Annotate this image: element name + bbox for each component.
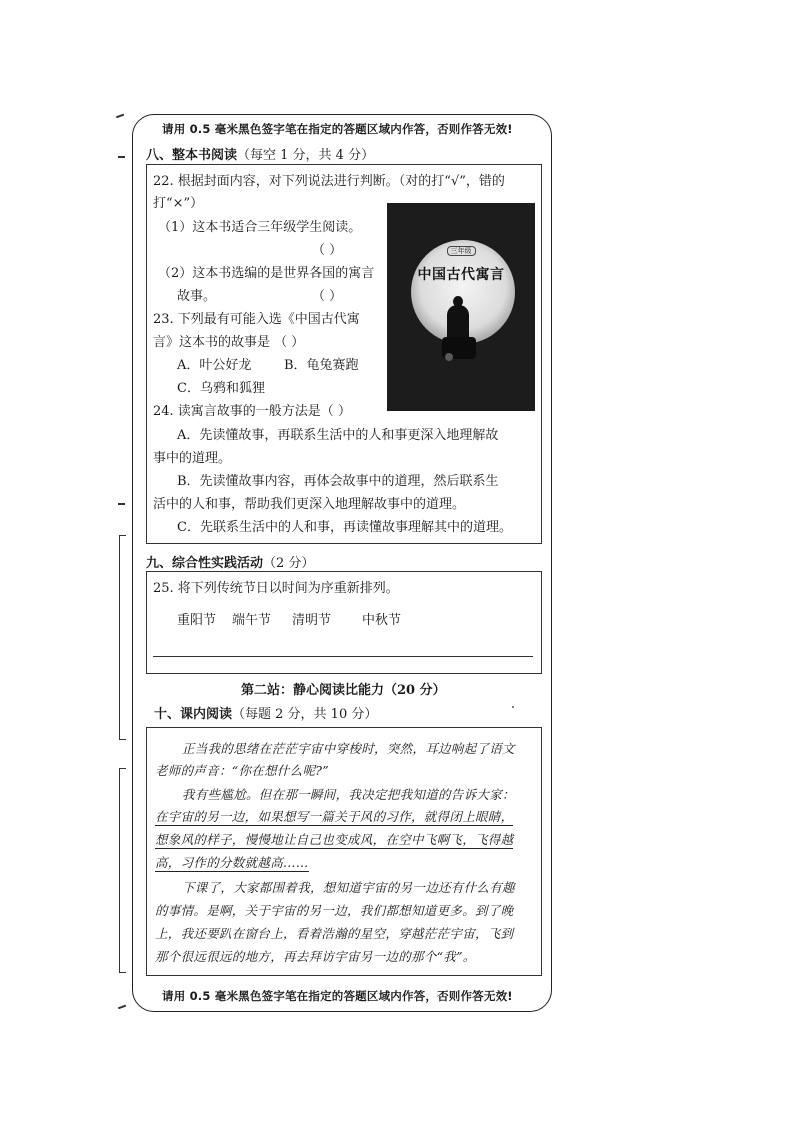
q22-stem-cont: 打“×”） xyxy=(153,196,204,211)
section10-title xyxy=(154,703,377,722)
q25-answer-line[interactable] xyxy=(153,656,533,657)
q22-item2-answer: （ ） xyxy=(312,289,343,304)
section10-score-note: （每题 2 分，共 10 分） xyxy=(232,707,378,722)
section8-score-note: （每空 1 分，共 4 分） xyxy=(237,148,375,163)
q23-stem-cont: 言》这本书的故事是 （ ） xyxy=(153,335,305,350)
q24-option-b-cont: 活中的人和事，帮助我们更深入地理解故事中的道理。 xyxy=(153,497,466,512)
section9-title xyxy=(146,552,314,571)
festival-1: 重阳节 xyxy=(177,613,217,628)
passage-line-5-underlined: 想象风的样子，慢慢地让自己也变成风，在空中飞啊飞，飞得越 xyxy=(155,832,514,847)
section8-title xyxy=(146,144,374,163)
q23-option-a: A．叶公好龙 xyxy=(177,358,252,373)
section9-title-text: 九、综合性实践活动 xyxy=(146,556,264,571)
q24-stem: 24. 读寓言故事的一般方法是（ ） xyxy=(153,404,351,419)
q22-item1: （1）这本书适合三年级学生阅读。 xyxy=(158,220,362,235)
festival-4: 中秋节 xyxy=(362,613,402,628)
q23-stem: 23. 下列最有可能入选《中国古代寓 xyxy=(153,312,360,327)
q22-item1-answer: （ ） xyxy=(312,243,343,258)
binding-bracket xyxy=(119,535,126,740)
cover-title: 中国古代寓言 xyxy=(417,267,505,283)
scan-mark xyxy=(118,156,125,158)
station2-title: 第二站：静心阅读比能力（20 分） xyxy=(241,683,446,698)
section10-title-text: 十、课内阅读 xyxy=(154,707,233,722)
scan-mark xyxy=(118,1005,126,1009)
passage-line-8: 的事情。是啊，关于宇宙的另一边，我们都想知道更多。到了晚 xyxy=(155,903,514,918)
passage-line-3: 我有些尴尬。但在那一瞬间，我决定把我知道的告诉大家： xyxy=(182,787,515,802)
q23-option-b: B．龟兔赛跑 xyxy=(284,358,359,373)
festival-3: 清明节 xyxy=(292,613,332,628)
passage-line-9: 上，我还要趴在窗台上，看着浩瀚的星空，穿越茫茫宇宙，飞到 xyxy=(155,926,514,941)
cover-subtitle xyxy=(387,246,535,256)
passage-line-6-underlined: 高，习作的分数就越高…… xyxy=(155,855,309,870)
q24-option-a-cont: 事中的道理。 xyxy=(153,451,232,466)
notice-bottom: 请用 0.5 毫米黑色签字笔在指定的答题区域内作答，否则作答无效! xyxy=(162,989,513,1003)
notice-top: 请用 0.5 毫米黑色签字笔在指定的答题区域内作答，否则作答无效! xyxy=(162,122,513,136)
section9-score-note: （2 分） xyxy=(263,556,315,571)
q22-item2-cont: 故事。 xyxy=(177,289,217,304)
scan-mark xyxy=(116,114,124,118)
cover-silhouette xyxy=(453,296,463,307)
q24-option-b: B．先读懂故事内容，再体会故事中的道理，然后联系生 xyxy=(177,474,499,489)
cover-silhouette xyxy=(445,353,453,361)
passage-line-4-underlined: 在宇宙的另一边，如果想写一篇关于风的习作，就得闭上眼睛， xyxy=(155,809,514,824)
q24-option-a: A．先读懂故事，再联系生活中的人和事更深入地理解故 xyxy=(177,428,499,443)
passage-line-10: 那个很远很远的地方，再去拜访宇宙另一边的那个“我”。 xyxy=(155,949,476,964)
passage-line-7: 下课了，大家都围着我，想知道宇宙的另一边还有什么有趣 xyxy=(182,880,515,895)
book-cover-image xyxy=(387,203,535,411)
section8-title-text: 八、整本书阅读 xyxy=(146,148,238,163)
passage-line-1: 正当我的思绪在茫茫宇宙中穿梭时，突然，耳边响起了语文 xyxy=(182,741,515,756)
binding-bracket xyxy=(119,768,126,973)
festival-2: 端午节 xyxy=(232,613,272,628)
cover-silhouette xyxy=(447,305,469,341)
scan-mark xyxy=(118,503,125,505)
cover-subtitle-text: 三年级 xyxy=(447,246,476,256)
q24-option-c: C．先联系生活中的人和事，再读懂故事理解其中的道理。 xyxy=(177,520,512,535)
passage-line-2: 老师的声音：“你在想什么呢?” xyxy=(155,763,329,778)
q22-stem: 22. 根据封面内容，对下列说法进行判断。（对的打“√”，错的 xyxy=(153,174,505,189)
q22-item2: （2）这本书选编的是世界各国的寓言 xyxy=(158,266,375,281)
q25-stem: 25. 将下列传统节日以时间为序重新排列。 xyxy=(153,581,399,596)
q23-option-c: C．乌鸦和狐狸 xyxy=(177,381,265,396)
